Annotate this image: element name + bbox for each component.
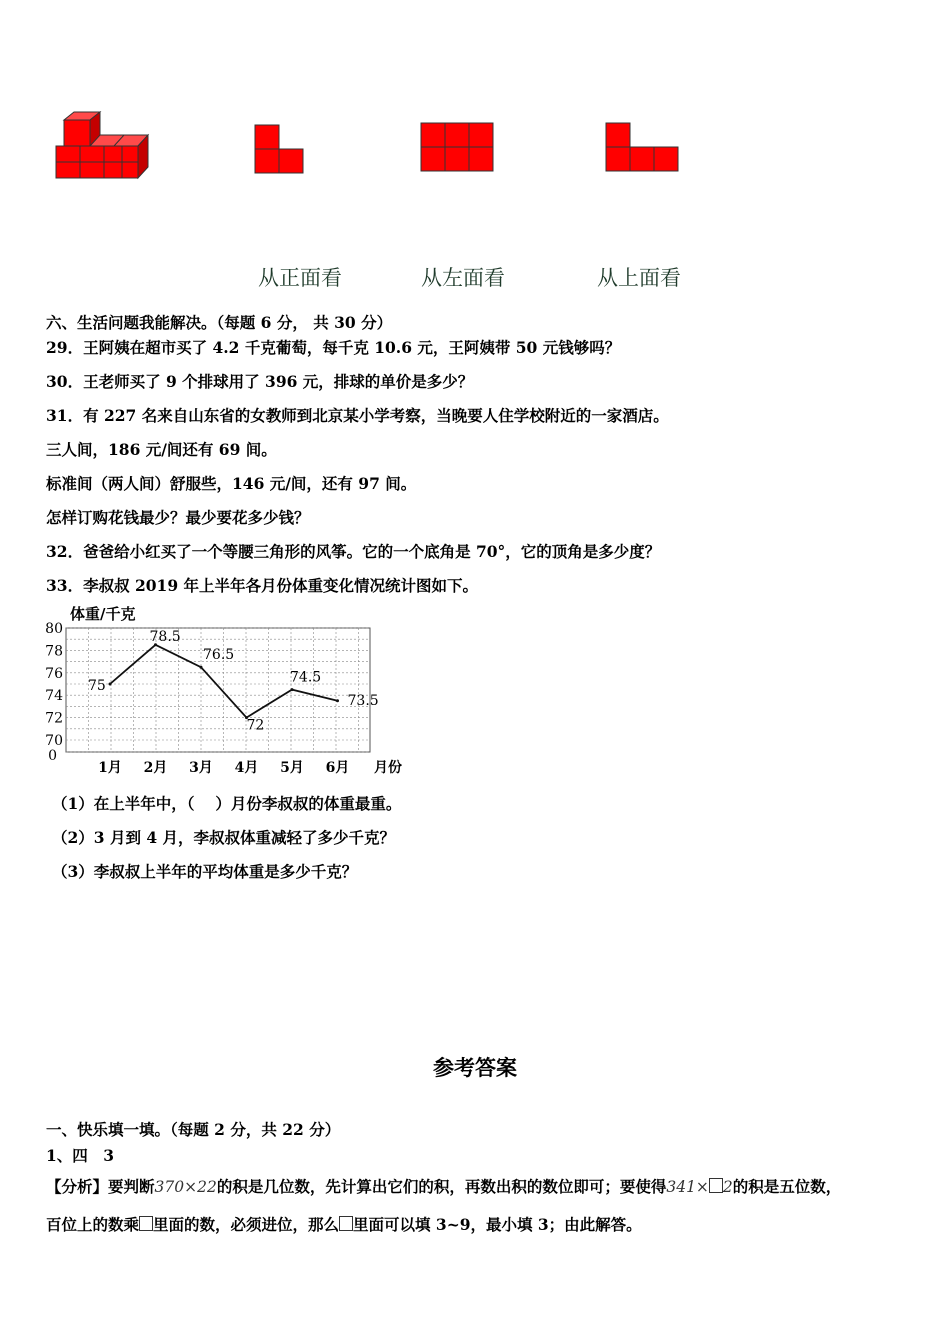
x-tick-label: 4月 [234, 760, 259, 776]
answer-1: 1、四 3 [46, 1146, 115, 1165]
blank-box [139, 1216, 153, 1231]
analysis-text-5: 里面的数，必须进位，那么 [153, 1215, 340, 1234]
question-33-part-3: （3）李叔叔上半年的平均体重是多少千克？ [52, 862, 358, 881]
y-tick-label: 80 [45, 621, 63, 637]
analysis-text-4: 百位上的数乘 [46, 1215, 140, 1234]
analysis-tag: 【分析】 [46, 1177, 109, 1196]
y-tick-label: 70 [45, 733, 63, 749]
cube-solid-figure [50, 105, 155, 187]
x-axis-label: 月份 [374, 760, 402, 776]
caption-left: 从左面看 [421, 266, 505, 290]
answers-section-one-heading: 一、快乐填一填。（每题 2 分，共 22 分） [46, 1120, 341, 1139]
expression-370x22: 370×22 [154, 1178, 217, 1196]
weight-line-chart [40, 600, 405, 780]
expression-341x-part-a: 341× [666, 1178, 709, 1196]
question-33: 33．李叔叔 2019 年上半年各月份体重变化情况统计图如下。 [46, 576, 479, 595]
data-label: 72 [246, 717, 265, 734]
data-label: 73.5 [347, 692, 379, 709]
question-31-ask: 怎样订购花钱最少？最少要花多少钱？ [46, 508, 310, 527]
y-tick-label: 74 [45, 688, 63, 705]
question-32: 32．爸爸给小红买了一个等腰三角形的风筝。它的一个底角是 70°，它的顶角是多少度？ [46, 542, 661, 561]
analysis-text-3: 的积是五位数， [732, 1177, 842, 1196]
question-31-triple-room: 三人间，186 元/间还有 69 间。 [46, 440, 277, 459]
blank-box [339, 1216, 353, 1231]
data-point [109, 683, 112, 686]
blank-box [709, 1178, 723, 1193]
x-tick-label: 5月 [280, 760, 304, 776]
question-31-standard-room: 标准间（两人间）舒服些，146 元/间，还有 97 间。 [46, 474, 417, 493]
question-31: 31．有 227 名来自山东省的女教师到北京某小学考察，当晚要人住学校附近的一家酒店。 [46, 406, 669, 425]
y-tick-label: 72 [45, 710, 63, 727]
expression-341x-part-b: 2 [722, 1178, 733, 1196]
analysis-text-1: 要判断 [108, 1177, 155, 1196]
x-tick-label: 2月 [143, 760, 168, 776]
analysis-text-2: 的积是几位数，先计算出它们的积，再数出积的数位即可；要使得 [216, 1177, 667, 1196]
y-tick-label: 78 [45, 643, 63, 660]
x-tick-label: 6月 [325, 760, 350, 776]
view-front-figure [254, 124, 306, 176]
data-label: 76.5 [203, 647, 235, 664]
data-point [200, 666, 203, 669]
caption-front: 从正面看 [258, 266, 342, 290]
view-top-figure [605, 122, 681, 174]
y-tick-label: 76 [45, 665, 63, 682]
data-point [336, 699, 339, 702]
section-six-heading: 六、生活问题我能解决。（每题 6 分， 共 30 分） [46, 313, 393, 332]
view-left-figure [420, 122, 496, 174]
question-33-part-1: （1）在上半年中，（ ）月份李叔叔的体重最重。 [52, 794, 402, 813]
x-tick-label: 1月 [98, 760, 122, 776]
caption-top: 从上面看 [597, 266, 681, 290]
data-label: 78.5 [149, 628, 181, 645]
answers-title: 参考答案 [433, 1056, 517, 1080]
data-point [291, 688, 294, 691]
origin-label: 0 [48, 748, 57, 764]
answer-1-analysis [46, 1168, 916, 1243]
question-33-part-2: （2）3 月到 4 月，李叔叔体重减轻了多少千克？ [52, 828, 396, 847]
y-axis-label: 体重/千克 [70, 605, 136, 623]
data-label: 74.5 [290, 669, 322, 686]
data-label: 75 [88, 678, 106, 694]
question-30: 30．王老师买了 9 个排球用了 396 元，排球的单价是多少？ [46, 372, 474, 391]
x-tick-label: 3月 [189, 760, 213, 776]
question-29: 29．王阿姨在超市买了 4.2 千克葡萄，每千克 10.6 元，王阿姨带 50 元钱够吗？ [46, 338, 621, 357]
analysis-text-6: 里面可以填 3~9，最小填 3；由此解答。 [353, 1215, 642, 1234]
